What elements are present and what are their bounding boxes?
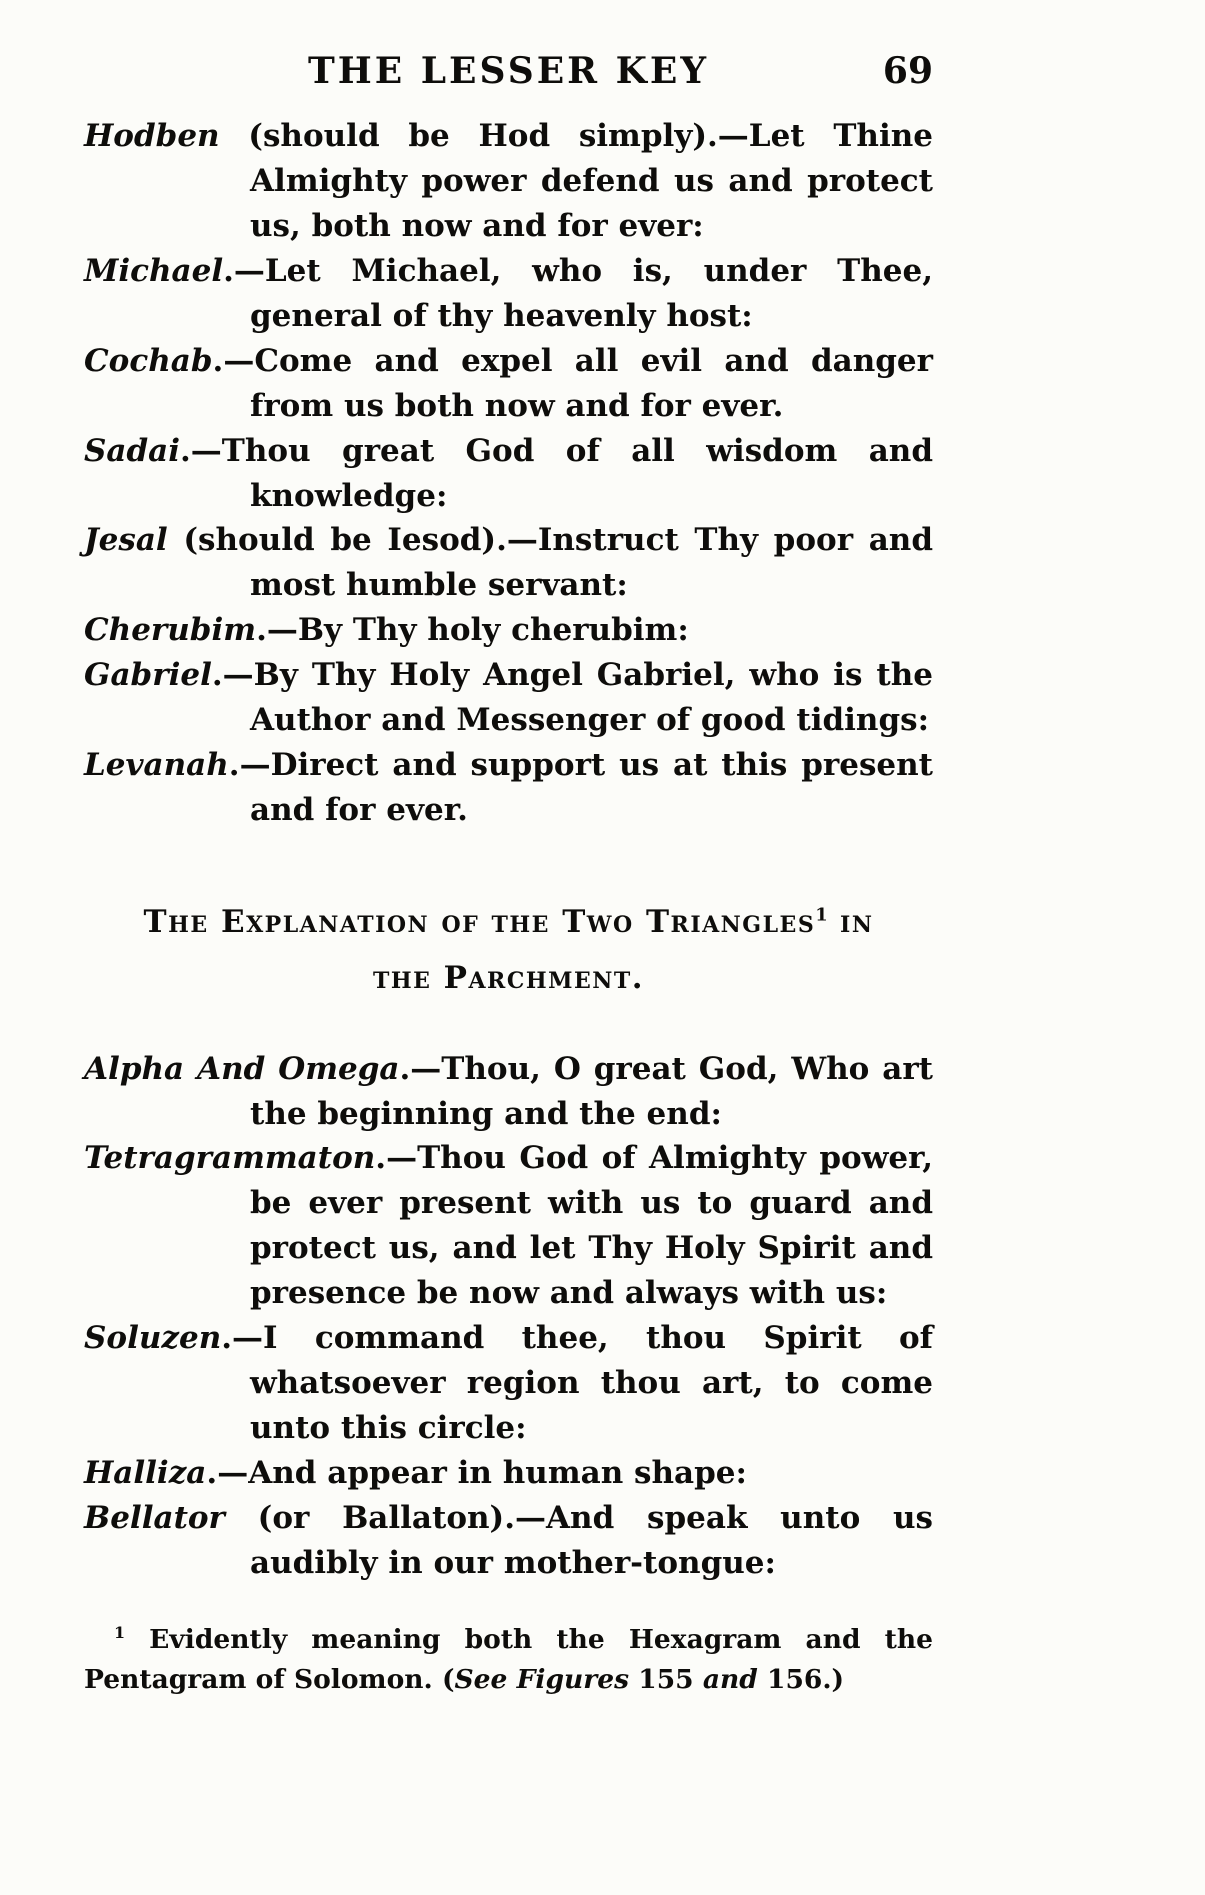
invocation-list-triangles <box>84 1047 933 1586</box>
entry-text: .—And appear in human shape: <box>206 1455 747 1492</box>
footnote-text: Evidently meaning both the Hexagram and the Pentagram of Solomon. ( <box>84 1623 933 1695</box>
entry <box>84 339 933 429</box>
entry-term: Soluzen <box>84 1320 222 1357</box>
section-heading-line1: The Explanation of the Two Triangles <box>143 904 816 940</box>
entry <box>84 653 933 743</box>
page-header <box>84 50 933 92</box>
entry-term: Cochab <box>84 342 213 379</box>
entry-text: (or Ballaton).—And speak unto us audibly in our mother-tongue: <box>224 1499 933 1581</box>
entry-term: Sadai <box>84 432 181 469</box>
footnote-reference: 1 <box>815 904 828 926</box>
entry-term: Cherubim <box>84 612 257 649</box>
footnote <box>84 1620 933 1700</box>
entry-term: Gabriel <box>84 657 212 694</box>
entry <box>84 1047 933 1137</box>
page-title: THE LESSER KEY <box>307 50 710 92</box>
entry-text: .—Thou great God of all wisdom and knowledge: <box>180 432 933 514</box>
entry <box>84 608 933 653</box>
entry-term: Michael <box>84 252 224 289</box>
entry <box>84 1136 933 1316</box>
entry <box>84 518 933 608</box>
entry-text: .—Direct and support us at this present and for ever. <box>228 747 933 829</box>
entry-term: Tetragrammaton <box>84 1140 376 1177</box>
entry-text: .—Come and expel all evil and danger from us both now and for ever. <box>212 342 933 424</box>
section-heading-line1-end: in <box>827 904 874 940</box>
entry-term: Jesal <box>84 522 168 559</box>
entry <box>84 1451 933 1496</box>
entry-text: .—Thou God of Almighty power, be ever present with us to guard and protect us, and let Thy Holy Spirit and presence be now and always with us: <box>250 1140 933 1312</box>
footnote-marker: 1 <box>114 1623 126 1643</box>
footnote-text-end: 156.) <box>757 1663 845 1695</box>
page-number: 69 <box>882 50 933 92</box>
footnote-italic-see-figures: See Figures <box>454 1663 630 1695</box>
entry-term: Bellator <box>84 1499 225 1536</box>
entry <box>84 429 933 519</box>
section-heading <box>84 895 933 1007</box>
entry <box>84 114 933 249</box>
entry-text: .—By Thy holy cherubim: <box>256 612 689 649</box>
entry-text: .—I command thee, thou Spirit of whatsoever region thou art, to come unto this circle: <box>221 1320 933 1447</box>
footnote-italic-and: and <box>702 1663 758 1695</box>
entry <box>84 1496 933 1586</box>
entry-text: .—By Thy Holy Angel Gabriel, who is the Author and Messenger of good tidings: <box>211 657 933 739</box>
entry-term: Levanah <box>84 747 229 784</box>
entry-term: Alpha And Omega <box>84 1050 400 1087</box>
entry-text: (should be Hod simply).—Let Thine Almighty power defend us and protect us, both now and for ever: <box>219 118 933 244</box>
entry-text: .—Thou, O great God, Who art the beginning and the end: <box>250 1050 933 1132</box>
entry-term: Halliza <box>84 1455 207 1492</box>
entry <box>84 1316 933 1451</box>
entry-term: Hodben <box>84 118 220 154</box>
entry-text: .—Let Michael, who is, under Thee, general of thy heavenly host: <box>223 252 933 334</box>
section-heading-line2: the Parchment. <box>372 959 645 996</box>
entry <box>84 249 933 339</box>
footnote-text-numbers: 155 <box>629 1663 703 1695</box>
entry <box>84 743 933 833</box>
entry-text: (should be Iesod).—Instruct Thy poor and most humble servant: <box>167 522 933 604</box>
invocation-list-planets <box>84 114 933 833</box>
